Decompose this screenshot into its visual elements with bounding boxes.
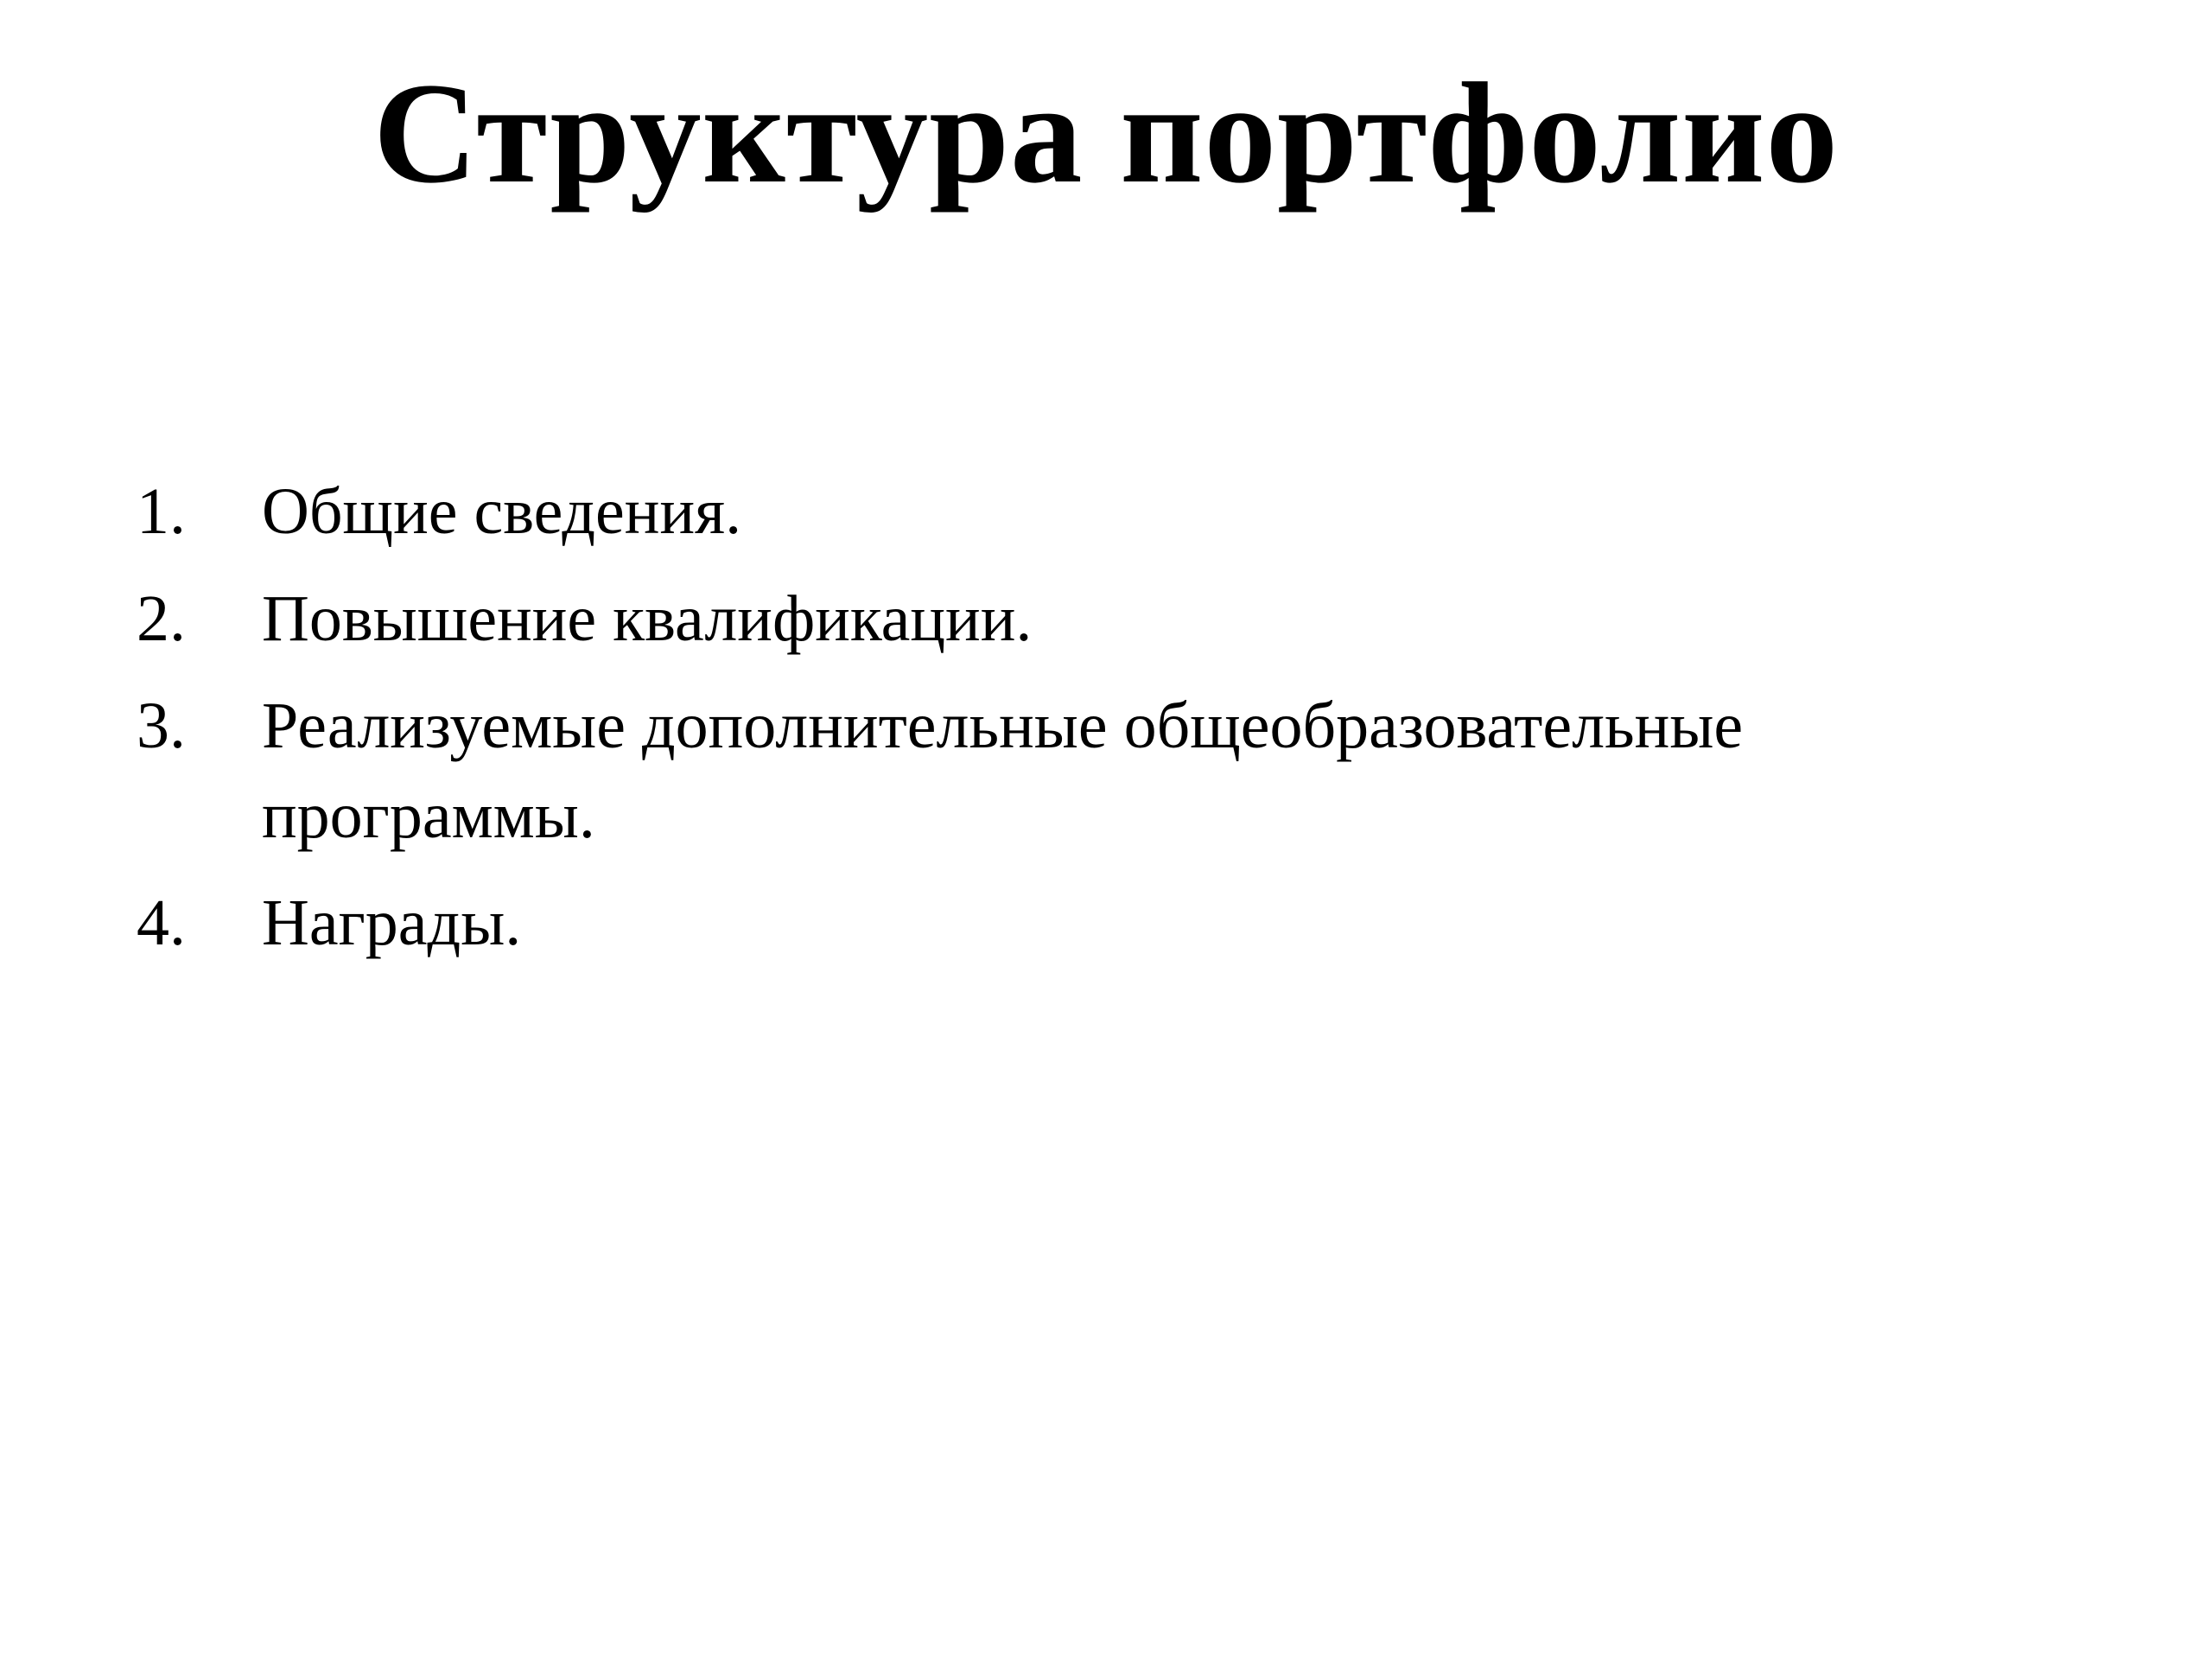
list-item-programs <box>137 681 2081 861</box>
content-list <box>137 467 2081 985</box>
list-item-number: 3. <box>137 690 186 762</box>
list-item-number: 2. <box>137 582 186 655</box>
list-item-number: 4. <box>137 887 186 959</box>
list-item-text: Общие сведения. <box>262 475 742 548</box>
list-item-qualification <box>137 574 2081 664</box>
list-item-text: Награды. <box>262 887 522 959</box>
slide-title: Структура портфолио <box>372 54 1839 213</box>
list-item-text: Повышение квалификации. <box>262 582 1033 655</box>
list-item-general-info <box>137 467 2081 556</box>
list-item-number: 1. <box>137 475 186 548</box>
list-item-awards <box>137 878 2081 968</box>
list-item-text: Реализуемые дополнительные общеобразовательные программы. <box>262 690 1744 852</box>
